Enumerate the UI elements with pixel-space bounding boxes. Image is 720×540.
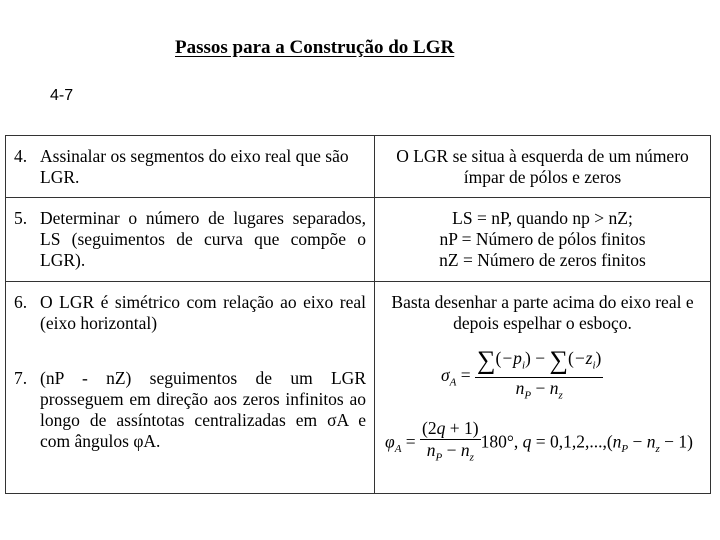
step-text: (nP - nZ) seguimentos de um LGR prosseguem em direção aos zeros infinitos ao longo de assíntotas centralizadas em σA e com ângulos φA. [40,368,366,451]
rule-cell [375,198,711,282]
slide-number: 4-7 [50,87,74,104]
table-row [6,136,711,198]
step-cell [6,198,375,282]
step-cell [6,282,375,494]
step-number: 5. [14,208,28,228]
step-text: O LGR é simétrico com relação ao eixo real (eixo horizontal) [40,292,366,333]
step-number: 6. [14,292,28,312]
step-text: Assinalar os segmentos do eixo real que são LGR. [40,146,349,187]
step-number: 4. [14,146,28,166]
table-row [6,282,711,494]
step-number: 7. [14,368,28,388]
page-title: Passos para a Construção do LGR [175,37,455,58]
rule-ls: LS = nP, quando np > nZ; [452,208,633,228]
rule-cell [375,282,711,494]
phi-formula: $\varphi_A$ = $\frac{(2q + 1)}{n_P - n_z}$ 180°, $q = 0,1,2,...,(n_P - n_z - 1)$ [385,418,693,464]
rule-text: O LGR se situa à esquerda de um número ímpar de pólos e zeros [396,146,689,187]
table-row [6,198,711,282]
rule-np: nP = Número de pólos finitos [439,229,646,249]
rule-text: Basta desenhar a parte acima do eixo real e depois espelhar o esboço. [391,292,694,333]
steps-table [5,135,711,494]
sigma-formula: $\sigma_A$ = $\frac{\sum(-p_i) - \sum(-z_i)}{n_P - n_z}$ [441,345,602,401]
step-cell [6,136,375,198]
rule-cell [375,136,711,198]
rule-nz: nZ = Número de zeros finitos [439,250,646,270]
step-text: Determinar o número de lugares separados, LS (seguimentos de curva que compõe o LGR). [40,208,366,270]
